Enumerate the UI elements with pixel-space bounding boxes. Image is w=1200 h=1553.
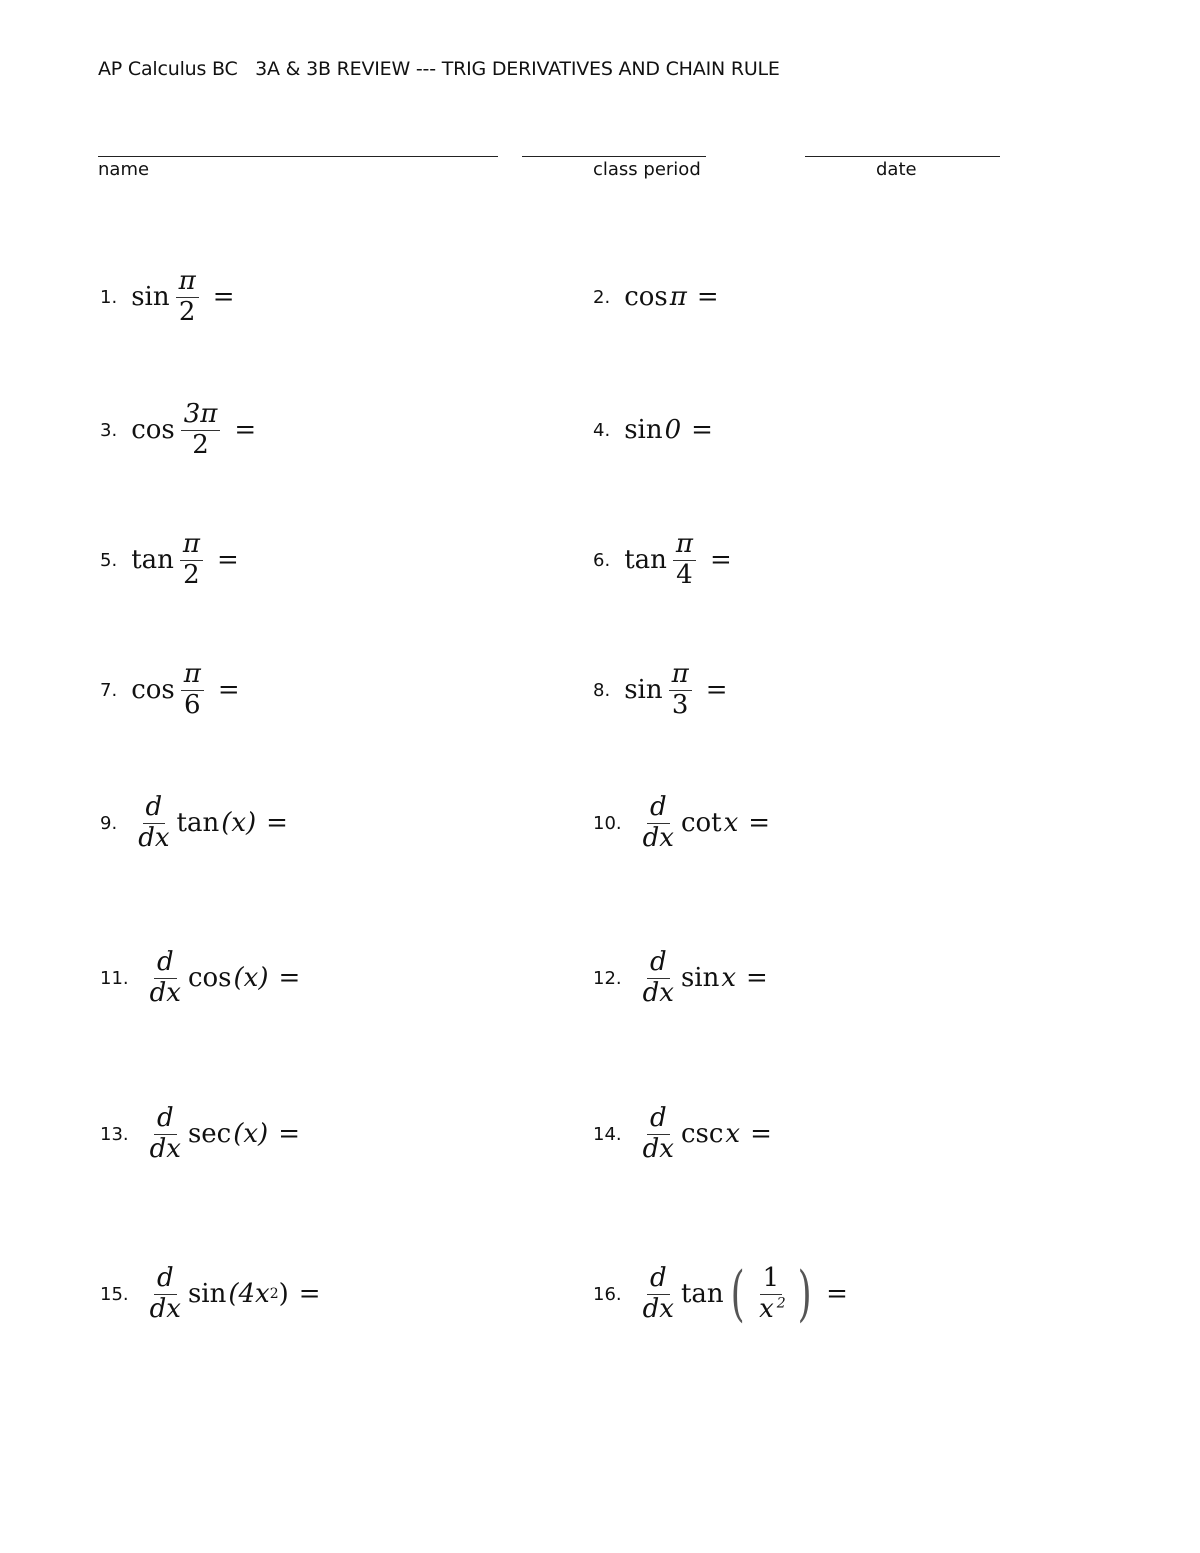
argument: π <box>669 282 687 312</box>
problem-number: 6. <box>593 549 611 571</box>
name-label: name <box>98 159 150 180</box>
math-expression <box>636 1104 772 1165</box>
derivative-operator <box>147 1104 184 1165</box>
function-name: sec <box>187 1119 232 1149</box>
closing-paren: ) <box>278 1279 289 1309</box>
argument: (4x <box>228 1279 270 1309</box>
derivative-operator <box>147 1264 184 1325</box>
problem-13 <box>100 1089 300 1179</box>
math-expression <box>131 793 288 854</box>
left-paren: ( <box>730 1259 745 1329</box>
function-name: tan <box>624 545 667 575</box>
class-period-blank <box>522 156 706 157</box>
problem-number: 3. <box>100 419 118 441</box>
d-numerator: d <box>647 1104 670 1135</box>
equals-sign: = <box>212 282 235 312</box>
derivative-operator <box>640 1264 677 1325</box>
problem-1 <box>100 252 234 342</box>
fraction-denominator: 6 <box>184 689 201 720</box>
exponent: 2 <box>776 1294 786 1311</box>
function-name: tan <box>680 1279 724 1309</box>
fraction-numerator: 1 <box>760 1264 783 1295</box>
fraction-denominator: 2 <box>192 429 209 460</box>
argument: (x) <box>221 808 257 838</box>
problem-8 <box>593 645 727 735</box>
function-name: sin <box>624 675 663 705</box>
date-label: date <box>876 159 917 180</box>
equals-sign: = <box>278 963 301 993</box>
equals-sign: = <box>746 963 768 993</box>
class-period-label: class period <box>593 159 701 180</box>
derivative-operator <box>640 948 677 1009</box>
fraction-denominator <box>753 1295 789 1325</box>
derivative-operator <box>135 793 172 854</box>
problem-15 <box>100 1249 321 1339</box>
problem-6 <box>593 515 732 605</box>
equals-sign: = <box>750 1119 772 1149</box>
math-expression <box>143 1104 300 1165</box>
name-blank <box>98 156 498 157</box>
math-expression <box>624 530 732 591</box>
problem-number: 7. <box>100 679 118 701</box>
dx-denominator: dx <box>642 1133 674 1164</box>
argument-fraction <box>180 530 203 591</box>
math-expression <box>131 400 256 461</box>
function-name: csc <box>680 1119 724 1149</box>
dx-denominator: dx <box>138 822 170 853</box>
fraction-denominator: 4 <box>676 559 693 590</box>
problem-2 <box>593 252 719 342</box>
equals-sign: = <box>298 1279 321 1309</box>
dx-denominator: dx <box>642 977 674 1008</box>
exponent: 2 <box>269 1286 279 1302</box>
d-numerator: d <box>154 1264 177 1295</box>
function-name: sin <box>131 282 170 312</box>
fraction-numerator: π <box>176 267 199 298</box>
problem-11 <box>100 933 300 1023</box>
argument: x <box>725 1119 741 1149</box>
fraction-numerator: 3π <box>181 400 221 431</box>
problem-9 <box>100 778 288 868</box>
argument-fraction <box>181 660 204 721</box>
dx-denominator: dx <box>149 977 181 1008</box>
problem-5 <box>100 515 239 605</box>
argument: 0 <box>664 415 682 445</box>
argument: (x) <box>233 963 269 993</box>
dx-denominator: dx <box>149 1133 181 1164</box>
d-numerator: d <box>154 1104 177 1135</box>
dx-denominator: dx <box>642 1293 674 1324</box>
math-expression <box>624 660 727 721</box>
problem-16 <box>593 1249 848 1339</box>
problem-number: 14. <box>593 1123 622 1145</box>
problem-4 <box>593 385 713 475</box>
problem-10 <box>593 778 770 868</box>
equals-sign: = <box>709 545 732 575</box>
fraction-numerator: π <box>673 530 696 561</box>
argument-fraction <box>669 660 692 721</box>
fraction-numerator: π <box>181 660 204 691</box>
function-name: tan <box>131 545 174 575</box>
problem-number: 2. <box>593 286 611 308</box>
equals-sign: = <box>216 545 239 575</box>
problem-number: 9. <box>100 812 118 834</box>
problem-number: 5. <box>100 549 118 571</box>
problem-number: 15. <box>100 1283 129 1305</box>
equals-sign: = <box>696 282 719 312</box>
argument-fraction <box>181 400 221 461</box>
dx-denominator: dx <box>642 822 674 853</box>
problem-14 <box>593 1089 772 1179</box>
function-name: sin <box>680 963 720 993</box>
problem-12 <box>593 933 768 1023</box>
argument: (x) <box>233 1119 269 1149</box>
function-name: cot <box>680 808 722 838</box>
math-expression <box>624 282 718 312</box>
argument-fraction <box>673 530 696 591</box>
function-name: cos <box>187 963 232 993</box>
math-expression <box>131 530 239 591</box>
function-name: cos <box>131 415 175 445</box>
math-expression <box>131 660 239 721</box>
argument: x <box>721 963 737 993</box>
fraction-numerator: π <box>669 660 692 691</box>
equals-sign: = <box>705 675 728 705</box>
denominator-variable: x <box>759 1293 774 1324</box>
math-expression <box>636 1259 848 1329</box>
function-name: cos <box>131 675 175 705</box>
fraction-denominator: 2 <box>183 559 200 590</box>
problem-number: 10. <box>593 812 622 834</box>
argument-fraction <box>176 267 199 328</box>
math-expression <box>143 1264 321 1325</box>
math-expression <box>636 793 770 854</box>
d-numerator: d <box>647 948 670 979</box>
dx-denominator: dx <box>149 1293 181 1324</box>
fraction-denominator: 2 <box>178 296 196 327</box>
fraction-numerator: π <box>180 530 203 561</box>
derivative-operator <box>640 793 677 854</box>
problem-number: 4. <box>593 419 611 441</box>
function-name: tan <box>176 808 220 838</box>
math-expression <box>143 948 301 1009</box>
problem-number: 13. <box>100 1123 129 1145</box>
problem-7 <box>100 645 240 735</box>
equals-sign: = <box>266 808 288 838</box>
function-name: cos <box>624 282 668 312</box>
derivative-operator <box>640 1104 677 1165</box>
problem-number: 8. <box>593 679 611 701</box>
d-numerator: d <box>154 948 177 979</box>
problem-3 <box>100 385 256 475</box>
fraction-denominator: 3 <box>671 689 689 720</box>
function-name: sin <box>624 415 663 445</box>
derivative-operator <box>147 948 184 1009</box>
math-expression <box>131 267 234 328</box>
equals-sign: = <box>234 415 257 445</box>
problem-number: 12. <box>593 967 622 989</box>
function-name: sin <box>187 1279 227 1309</box>
d-numerator: d <box>647 1264 670 1295</box>
problem-number: 11. <box>100 967 129 989</box>
equals-sign: = <box>691 415 713 445</box>
math-expression <box>624 415 713 445</box>
equals-sign: = <box>826 1279 848 1309</box>
problem-number: 16. <box>593 1283 622 1305</box>
problem-number: 1. <box>100 286 118 308</box>
right-paren: ) <box>797 1259 812 1329</box>
equals-sign: = <box>278 1119 300 1149</box>
equals-sign: = <box>217 675 240 705</box>
d-numerator: d <box>647 793 670 824</box>
d-numerator: d <box>143 793 166 824</box>
argument: x <box>723 808 739 838</box>
equals-sign: = <box>748 808 771 838</box>
worksheet-title: AP Calculus BC 3A & 3B REVIEW --- TRIG DERIVATIVES AND CHAIN RULE <box>98 58 780 80</box>
math-expression <box>636 948 768 1009</box>
date-blank <box>805 156 1000 157</box>
argument-fraction <box>753 1264 789 1325</box>
